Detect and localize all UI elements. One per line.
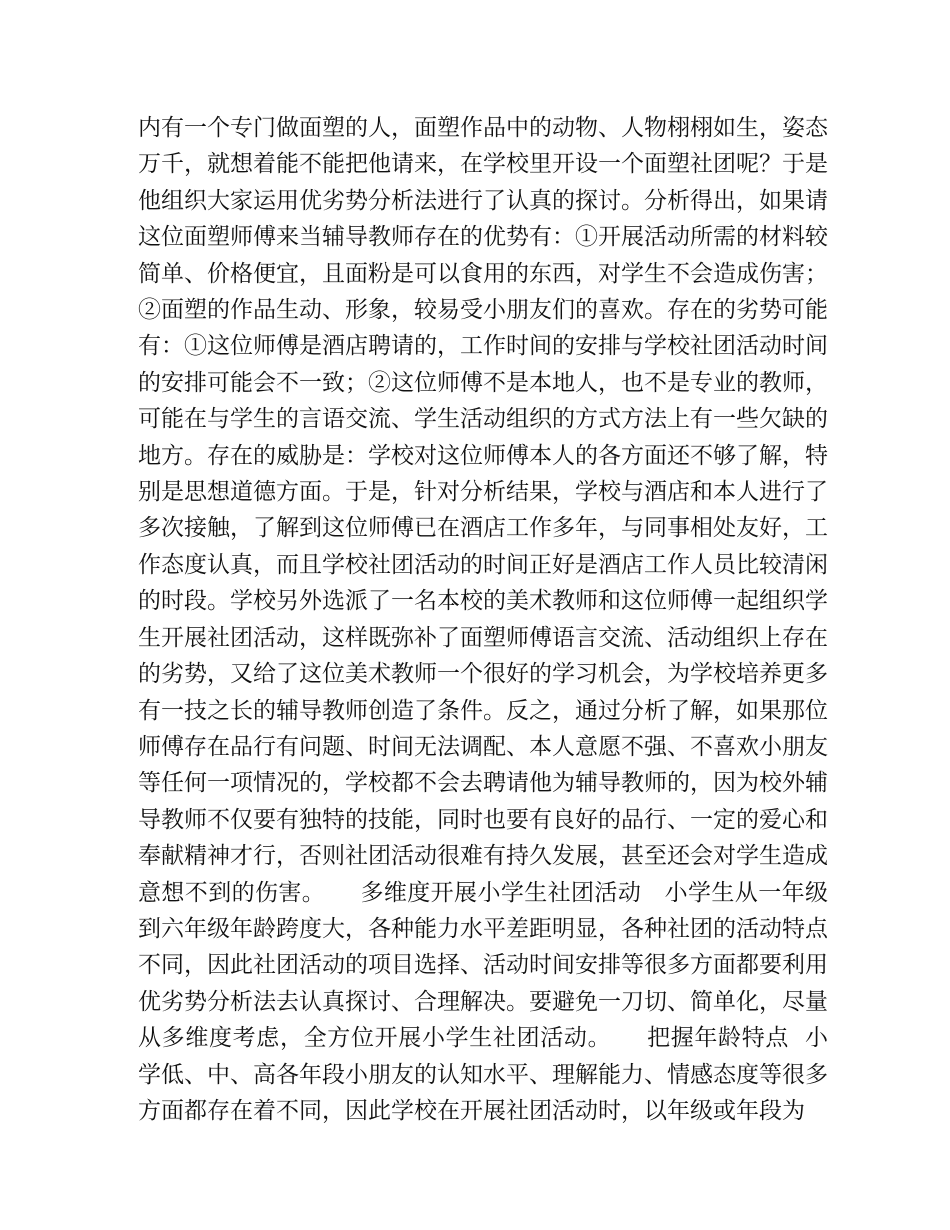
body-paragraph: 内有一个专门做面塑的人，面塑作品中的动物、人物栩栩如生，姿态万千，就想着能不能把他请来，在学校里开设一个面塑社团呢？于是他组织大家运用优劣势分析法进行了认真的探讨。分析得出，如果请这位面塑师傅来当辅导教师存在的优势有：①开展活动所需的材料较简单、价格便宜，且面粉是可以食用的东西，对学生不会造成伤害；②面塑的作品生动、形象，较易受小朋友们的喜欢。存在的劣势可能有：①这位师傅是酒店聘请的，工作时间的安排与学校社团活动时间的安排可能会不一致；②这位师傅不是本地人，也不是专业的教师，可能在与学生的言语交流、学生活动组织的方式方法上有一些欠缺的地方。存在的威胁是：学校对这位师傅本人的各方面还不够了解，特别是思想道德方面。于是，针对分析结果，学校与酒店和本人进行了多次接触，了解到这位师傅已在酒店工作多年，与同事相处友好，工作态度认真，而且学校社团活动的时间正好是酒店工作人员比较清闲的时段。学校另外选派了一名本校的美术教师和这位师傅一起组织学生开展社团活动，这样既弥补了面塑师傅语言交流、活动组织上存在的劣势，又给了这位美术教师一个很好的学习机会，为学校培养更多有一技之长的辅导教师创造了条件。反之，通过分析了解，如果那位师傅存在品行有问题、时间无法调配、本人意愿不强、不喜欢小朋友等任何一项情况的，学校都不会去聘请他为辅导教师的，因为校外辅导教师不仅要有独特的技能，同时也要有良好的品行、一定的爱心和奉献精神才行，否则社团活动很难有持久发展，甚至还会对学生造成意想不到的伤害。 多维度开展小学生社团活动 小学生从一年级到六年级年龄跨度大，各种能力水平差距明显，各种社团的活动特点不同，因此社团活动的项目选择、活动时间安排等很多方面都要利用优劣势分析法去认真探讨、合理解决。要避免一刀切、简单化，尽量从多维度考虑，全方位开展小学生社团活动。 把握年龄特点 小学低、中、高各年段小朋友的认知水平、理解能力、情感态度等很多方面都存在着不同，因此学校在开展社团活动时，以年级或年段为: [138, 115, 828, 1124]
